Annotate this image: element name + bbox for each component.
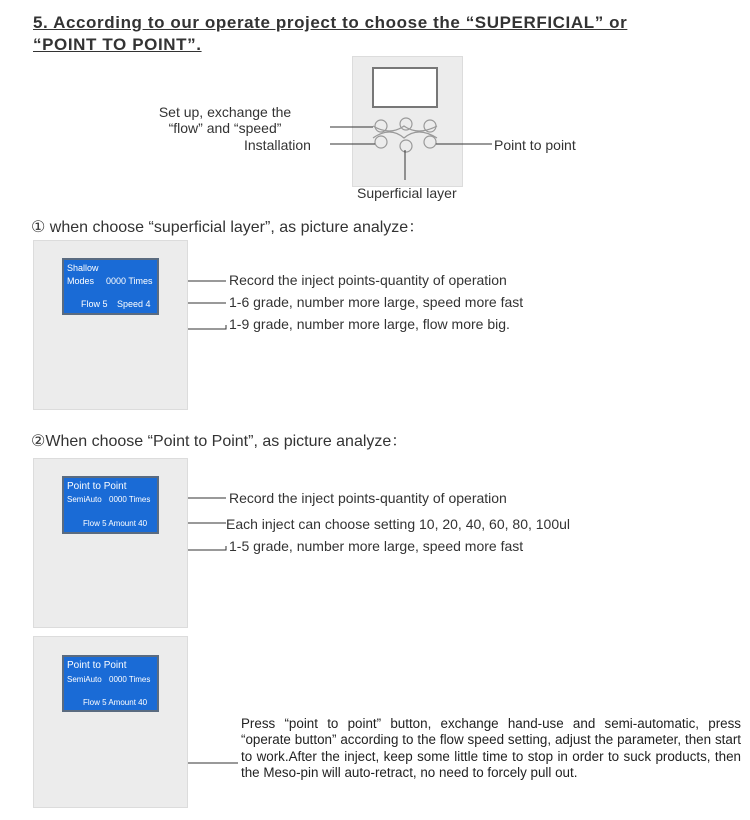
device-screen-blank [372,67,438,108]
heading-line-1: 5. According to our operate project to choose the “SUPERFICIAL” or [33,13,628,32]
label-superficial-layer: Superficial layer [357,185,457,201]
label-setup [150,104,300,136]
screen-times-value: 0000 Times [109,675,151,684]
section1-note-1: Record the inject points-quantity of operation [229,272,507,288]
screen-flow-value: Flow 5 [81,299,108,309]
operate-instructions: Press “point to point” button, exchange hand-use and semi-automatic, press “operate button” according to the flow speed setting, adjust the parameter, then start to work.After the inject, keep some little time to stop in order to suck products, then the Meso-pin will auto-retract, no need to forcely pull out. [241,716,741,780]
device-screen-operate [62,655,159,712]
screen-flow-amount: Flow 5 Amount 40 [83,698,148,707]
section1-note-2: 1-6 grade, number more large, speed more fast [229,294,524,310]
section2-note-2: Each inject can choose setting 10, 20, 40, 60, 80, 100ul [226,516,571,532]
screen-speed-value: Speed 4 [117,299,151,309]
heading-line-2: “POINT TO POINT”. [33,35,202,54]
section2-note-3: 1-5 grade, number more large, speed more fast [229,538,524,554]
screen-mode-title: Point to Point [67,481,127,492]
screen-times-value: 0000 Times [106,276,153,286]
section-heading [33,12,733,56]
screen-modes-label: Modes [67,276,95,286]
device-screen-superficial [62,258,159,315]
screen-mode-title: Shallow [67,263,99,273]
screen-mode-title: Point to Point [67,660,127,671]
label-installation: Installation [244,137,311,153]
section2-title: ②When choose “Point to Point”, as picture analyze： [31,433,408,450]
device-screen-point-to-point [62,476,159,534]
label-setup-line-1: Set up, exchange the [158,104,292,120]
section2-note-1: Record the inject points-quantity of operation [229,490,507,506]
section1-title: ① when choose “superficial layer”, as picture analyze： [31,219,425,236]
screen-semiauto-label: SemiAuto [67,495,102,504]
screen-flow-amount: Flow 5 Amount 40 [83,519,148,528]
screen-times-value: 0000 Times [109,495,151,504]
section1-note-3: 1-9 grade, number more large, flow more big. [229,316,510,332]
label-point-to-point: Point to point [494,137,576,153]
label-setup-line-2: “flow” and “speed” [168,120,282,136]
screen-semiauto-label: SemiAuto [67,675,102,684]
